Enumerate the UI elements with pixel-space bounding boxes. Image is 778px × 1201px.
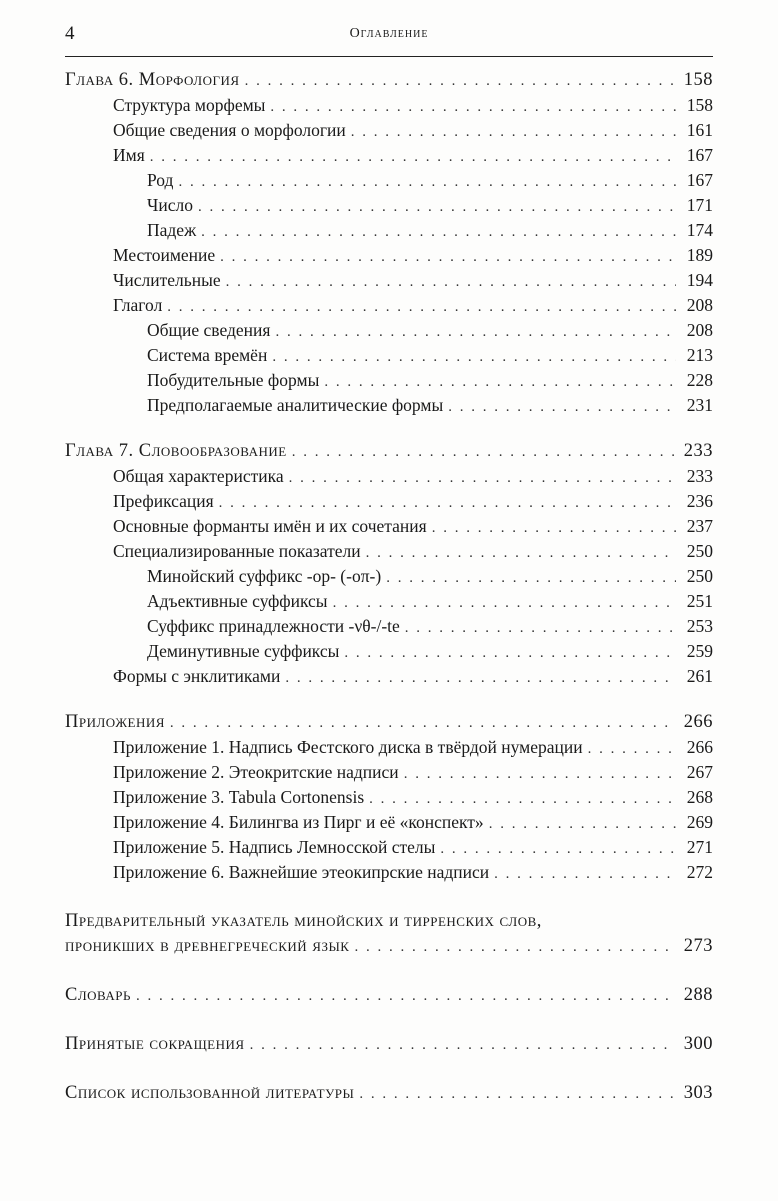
toc-entry[interactable] xyxy=(65,464,713,489)
toc-entry-title: Система времён xyxy=(147,345,268,365)
leader-dots xyxy=(333,591,676,616)
toc-entry-title: Префиксация xyxy=(113,491,214,511)
toc-entry[interactable] xyxy=(65,218,713,243)
leader-dots xyxy=(167,295,676,320)
toc-entry[interactable] xyxy=(65,564,713,589)
toc-entry-page: 251 xyxy=(686,591,713,611)
leader-dots xyxy=(170,711,676,736)
leader-dots xyxy=(250,1033,676,1058)
toc-entry[interactable] xyxy=(65,489,713,514)
toc-entry-title: Словарь xyxy=(65,985,131,1005)
toc-entry-title: Глава 6. Морфология xyxy=(65,70,240,90)
toc-entry-page: 208 xyxy=(686,320,713,340)
toc-entry[interactable] xyxy=(65,118,713,143)
toc-entry-title: Формы с энклитиками xyxy=(113,666,281,686)
leader-dots xyxy=(344,641,676,666)
section-spacer xyxy=(65,959,713,983)
toc-entry-title: Приложение 1. Надпись Фестского диска в твёрдой нумерации xyxy=(113,737,583,757)
toc-entry[interactable] xyxy=(65,143,713,168)
leader-dots xyxy=(324,370,676,395)
leader-dots xyxy=(270,95,676,120)
leader-dots xyxy=(405,616,676,641)
toc-entry[interactable] xyxy=(65,810,713,835)
toc-entry[interactable] xyxy=(65,514,713,539)
toc-entry-page: 300 xyxy=(683,1034,713,1054)
leader-dots xyxy=(198,195,676,220)
running-title: Оглавление xyxy=(349,26,429,41)
toc-entry-page: 259 xyxy=(686,641,713,661)
toc-entry-title: Общая характеристика xyxy=(113,466,284,486)
leader-dots xyxy=(588,737,676,762)
leader-dots xyxy=(245,69,676,94)
leader-dots xyxy=(272,345,676,370)
toc-entry-title: Предполагаемые аналитические формы xyxy=(147,395,444,415)
toc-entry xyxy=(65,934,713,959)
section-spacer xyxy=(65,689,713,710)
leader-dots xyxy=(150,145,676,170)
leader-dots xyxy=(489,812,676,837)
toc-entry-title: Побудительные формы xyxy=(147,370,320,390)
toc-entry-page: 253 xyxy=(686,616,713,636)
toc-entry-page: 273 xyxy=(683,936,713,956)
toc-entry[interactable] xyxy=(65,343,713,368)
toc-entry-title: Суффикс принадлежности -νθ-/-te xyxy=(147,616,400,636)
toc-chapter-7[interactable] xyxy=(65,439,713,464)
leader-dots xyxy=(219,491,676,516)
leader-dots xyxy=(494,862,676,887)
toc-entry-page: 288 xyxy=(683,985,713,1005)
toc-chapter-6[interactable] xyxy=(65,68,713,93)
toc-entry-title: Специализированные показатели xyxy=(113,541,361,561)
toc-bibliography[interactable] xyxy=(65,1081,713,1106)
leader-dots xyxy=(226,270,676,295)
leader-dots xyxy=(275,320,676,345)
toc-entry[interactable] xyxy=(65,589,713,614)
toc-entry[interactable] xyxy=(65,393,713,418)
toc-entry-title: Деминутивные суффиксы xyxy=(147,641,340,661)
toc-entry-page: 266 xyxy=(686,737,713,757)
toc-entry-page: 167 xyxy=(686,145,713,165)
toc-entry-page: 266 xyxy=(683,712,713,732)
toc-entry[interactable] xyxy=(65,168,713,193)
page-number: 4 xyxy=(65,23,75,44)
toc-entry[interactable] xyxy=(65,735,713,760)
toc-entry-page: 171 xyxy=(686,195,713,215)
toc-entry-title: Падеж xyxy=(147,220,197,240)
toc-entry[interactable] xyxy=(65,368,713,393)
leader-dots xyxy=(448,395,676,420)
toc-entry-page: 189 xyxy=(686,245,713,265)
toc-entry-title: Список использованной литературы xyxy=(65,1083,355,1103)
toc-entry[interactable] xyxy=(65,539,713,564)
toc-abbreviations[interactable] xyxy=(65,1032,713,1057)
toc-entry-page: 237 xyxy=(686,516,713,536)
toc-entry-title: Род xyxy=(147,170,174,190)
toc-entry-page: 271 xyxy=(686,837,713,857)
toc-entry-page: 213 xyxy=(686,345,713,365)
toc-entry-title: Числительные xyxy=(113,270,221,290)
toc-entry-title: Глагол xyxy=(113,295,163,315)
toc-entry-page: 158 xyxy=(683,70,713,90)
toc-entry-page: 250 xyxy=(686,541,713,561)
toc-entry-title: Приложение 4. Билингва из Пирг и её «конспект» xyxy=(113,812,484,832)
toc-entry-page: 261 xyxy=(686,666,713,686)
leader-dots xyxy=(220,245,676,270)
leader-dots xyxy=(404,762,676,787)
leader-dots xyxy=(136,984,676,1009)
toc-entry[interactable] xyxy=(65,318,713,343)
toc-entry-page: 268 xyxy=(686,787,713,807)
toc-entry-page: 303 xyxy=(683,1083,713,1103)
leader-dots xyxy=(432,516,676,541)
toc-entry-page: 158 xyxy=(686,95,713,115)
toc-entry-page: 208 xyxy=(686,295,713,315)
leader-dots xyxy=(285,666,676,691)
toc-entry-page: 236 xyxy=(686,491,713,511)
toc-entry[interactable] xyxy=(65,193,713,218)
leader-dots xyxy=(292,440,676,465)
toc-entry-title: Общие сведения xyxy=(147,320,271,340)
toc-entry[interactable] xyxy=(65,268,713,293)
leader-dots xyxy=(201,220,676,245)
toc-entry-title: Структура морфемы xyxy=(113,95,266,115)
toc-entry-page: 233 xyxy=(683,441,713,461)
toc-entry-page: 161 xyxy=(686,120,713,140)
toc-entry-page: 250 xyxy=(686,566,713,586)
toc-entry-page: 267 xyxy=(686,762,713,782)
leader-dots xyxy=(366,541,676,566)
toc-entry[interactable] xyxy=(65,639,713,664)
toc-entry[interactable] xyxy=(65,860,713,885)
toc-appendices[interactable] xyxy=(65,710,713,735)
section-spacer xyxy=(65,1008,713,1032)
page-header xyxy=(65,20,713,57)
toc-entry-title: Число xyxy=(147,195,193,215)
toc-entry-title: Местоимение xyxy=(113,245,216,265)
toc-entry[interactable] xyxy=(65,785,713,810)
leader-dots xyxy=(359,1082,676,1107)
toc-entry[interactable] xyxy=(65,93,713,118)
toc-dictionary[interactable] xyxy=(65,983,713,1008)
toc-entry[interactable] xyxy=(65,614,713,639)
toc-entry[interactable] xyxy=(65,293,713,318)
toc-index[interactable] xyxy=(65,909,713,959)
toc-entry-title: Минойский суффикс -ор- (-οπ-) xyxy=(147,566,382,586)
toc-entry-title: Приложение 6. Важнейшие этеокипрские надписи xyxy=(113,862,490,882)
toc-entry-page: 228 xyxy=(686,370,713,390)
leader-dots xyxy=(369,787,676,812)
toc-entry-title: Приложение 2. Этеокритские надписи xyxy=(113,762,399,782)
leader-dots xyxy=(351,120,676,145)
toc-entry-page: 269 xyxy=(686,812,713,832)
toc-entry-page: 167 xyxy=(686,170,713,190)
section-spacer xyxy=(65,885,713,909)
toc-entry-title: Глава 7. Словообразование xyxy=(65,441,287,461)
toc-entry-title: Основные форманты имён и их сочетания xyxy=(113,516,427,536)
toc-entry-page: 233 xyxy=(686,466,713,486)
leader-dots xyxy=(440,837,676,862)
leader-dots xyxy=(178,170,676,195)
toc-entry-page: 194 xyxy=(686,270,713,290)
section-spacer xyxy=(65,1057,713,1081)
toc-entry-title: Имя xyxy=(113,145,145,165)
section-spacer xyxy=(65,418,713,439)
table-of-contents xyxy=(65,68,713,1106)
leader-dots xyxy=(354,935,676,960)
toc-entry-title: Адъективные суффиксы xyxy=(147,591,328,611)
toc-entry-page: 272 xyxy=(686,862,713,882)
toc-entry[interactable] xyxy=(65,835,713,860)
toc-entry-page: 174 xyxy=(686,220,713,240)
leader-dots xyxy=(289,466,676,491)
toc-entry-title: Приложение 3. Tabula Cortonensis xyxy=(113,787,365,807)
toc-entry-title-line1: Предварительный указатель минойских и тирренских слов, xyxy=(65,911,542,931)
toc-entry[interactable] xyxy=(65,760,713,785)
leader-dots xyxy=(386,566,676,591)
toc-entry-title: Принятые сокращения xyxy=(65,1034,245,1054)
toc-entry[interactable] xyxy=(65,664,713,689)
toc-entry-title: Общие сведения о морфологии xyxy=(113,120,346,140)
toc-entry[interactable] xyxy=(65,243,713,268)
toc-entry-title: Приложение 5. Надпись Лемносской стелы xyxy=(113,837,436,857)
toc-entry-title-line2: проникших в древнегреческий язык xyxy=(65,936,350,956)
toc-entry-page: 231 xyxy=(686,395,713,415)
toc-entry-title: Приложения xyxy=(65,712,165,732)
